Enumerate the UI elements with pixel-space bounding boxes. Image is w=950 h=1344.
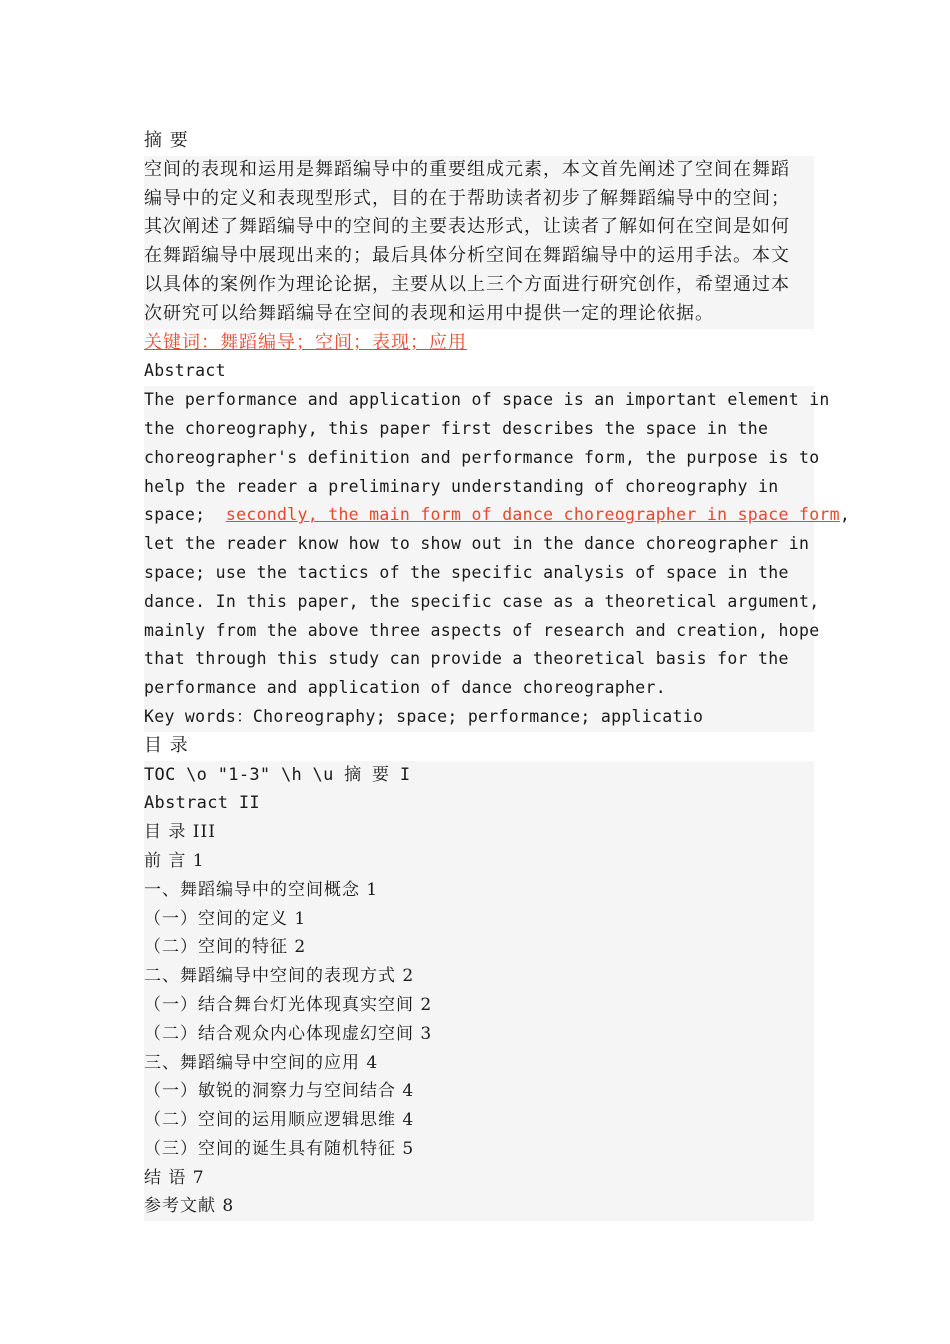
abstract-en-line: dance. In this paper, the specific case as a theoretical argument, — [144, 588, 814, 617]
toc-entry[interactable]: 目 录 III — [144, 818, 814, 847]
highlighted-phrase-link[interactable]: secondly, the main form of dance choreographer in space form — [225, 505, 840, 525]
abstract-en-line: the choreography, this paper first describes the space in the — [144, 415, 814, 444]
toc-field-code: TOC \o "1-3" \h \u 摘 要 I — [144, 761, 814, 790]
toc-entry[interactable]: 参考文献 8 — [144, 1192, 814, 1221]
abstract-en-heading: Abstract — [144, 361, 226, 381]
abstract-en-line: help the reader a preliminary understanding of choreography in — [144, 473, 814, 502]
line5-prefix: space; — [144, 505, 226, 525]
abstract-en-keywords: Key words：Choreography; space; performance; applicatio — [144, 703, 814, 732]
toc-entry[interactable]: 二、舞蹈编导中空间的表现方式 2 — [144, 962, 814, 991]
abstract-cn-line: 空间的表现和运用是舞蹈编导中的重要组成元素，本文首先阐述了空间在舞蹈 — [144, 156, 814, 185]
abstract-en-line: mainly from the above three aspects of research and creation, hope — [144, 617, 814, 646]
abstract-en-line: let the reader know how to show out in the dance choreographer in — [144, 530, 814, 559]
abstract-cn-heading: 摘 要 — [144, 130, 189, 151]
keywords-cn-link[interactable]: 关键词：舞蹈编导；空间；表现；应用 — [144, 331, 467, 353]
abstract-en-line: The performance and application of space is an important element in — [144, 386, 814, 415]
abstract-cn-line: 以具体的案例作为理论论据，主要从以上三个方面进行研究创作，希望通过本 — [144, 271, 814, 300]
abstract-en-line: space; use the tactics of the specific analysis of space in the — [144, 559, 814, 588]
abstract-cn-line: 在舞蹈编导中展现出来的；最后具体分析空间在舞蹈编导中的运用手法。本文 — [144, 242, 814, 271]
toc-entry[interactable]: 结 语 7 — [144, 1164, 814, 1193]
toc-entry[interactable]: 前 言 1 — [144, 847, 814, 876]
abstract-en-line: performance and application of dance choreographer. — [144, 674, 814, 703]
abstract-en-line: that through this study can provide a theoretical basis for the — [144, 645, 814, 674]
toc-entry[interactable]: Abstract II — [144, 789, 814, 818]
toc-entry[interactable]: （一）敏锐的洞察力与空间结合 4 — [144, 1077, 814, 1106]
toc-entry[interactable]: （一）结合舞台灯光体现真实空间 2 — [144, 991, 814, 1020]
line5-suffix: , — [839, 505, 851, 525]
abstract-cn-line: 次研究可以给舞蹈编导在空间的表现和运用中提供一定的理论依据。 — [144, 300, 814, 329]
toc-entry[interactable]: （二）结合观众内心体现虚幻空间 3 — [144, 1020, 814, 1049]
toc-entry[interactable]: 一、舞蹈编导中的空间概念 1 — [144, 876, 814, 905]
abstract-en-line: choreographer's definition and performance form, the purpose is to — [144, 444, 814, 473]
abstract-en-line-with-highlight — [144, 501, 851, 530]
abstract-cn-keywords — [144, 329, 814, 358]
toc-heading: 目 录 — [144, 734, 189, 756]
document-page — [144, 127, 851, 1221]
toc-entry[interactable]: （二）空间的特征 2 — [144, 933, 814, 962]
abstract-cn-line: 其次阐述了舞蹈编导中的空间的主要表达形式，让读者了解如何在空间是如何 — [144, 213, 814, 242]
toc-entry[interactable]: （一）空间的定义 1 — [144, 905, 814, 934]
abstract-cn-line: 编导中的定义和表现型形式，目的在于帮助读者初步了解舞蹈编导中的空间； — [144, 185, 814, 214]
toc-entry[interactable]: 三、舞蹈编导中空间的应用 4 — [144, 1049, 814, 1078]
toc-entry[interactable]: （二）空间的运用顺应逻辑思维 4 — [144, 1106, 814, 1135]
toc-entry[interactable]: （三）空间的诞生具有随机特征 5 — [144, 1135, 814, 1164]
